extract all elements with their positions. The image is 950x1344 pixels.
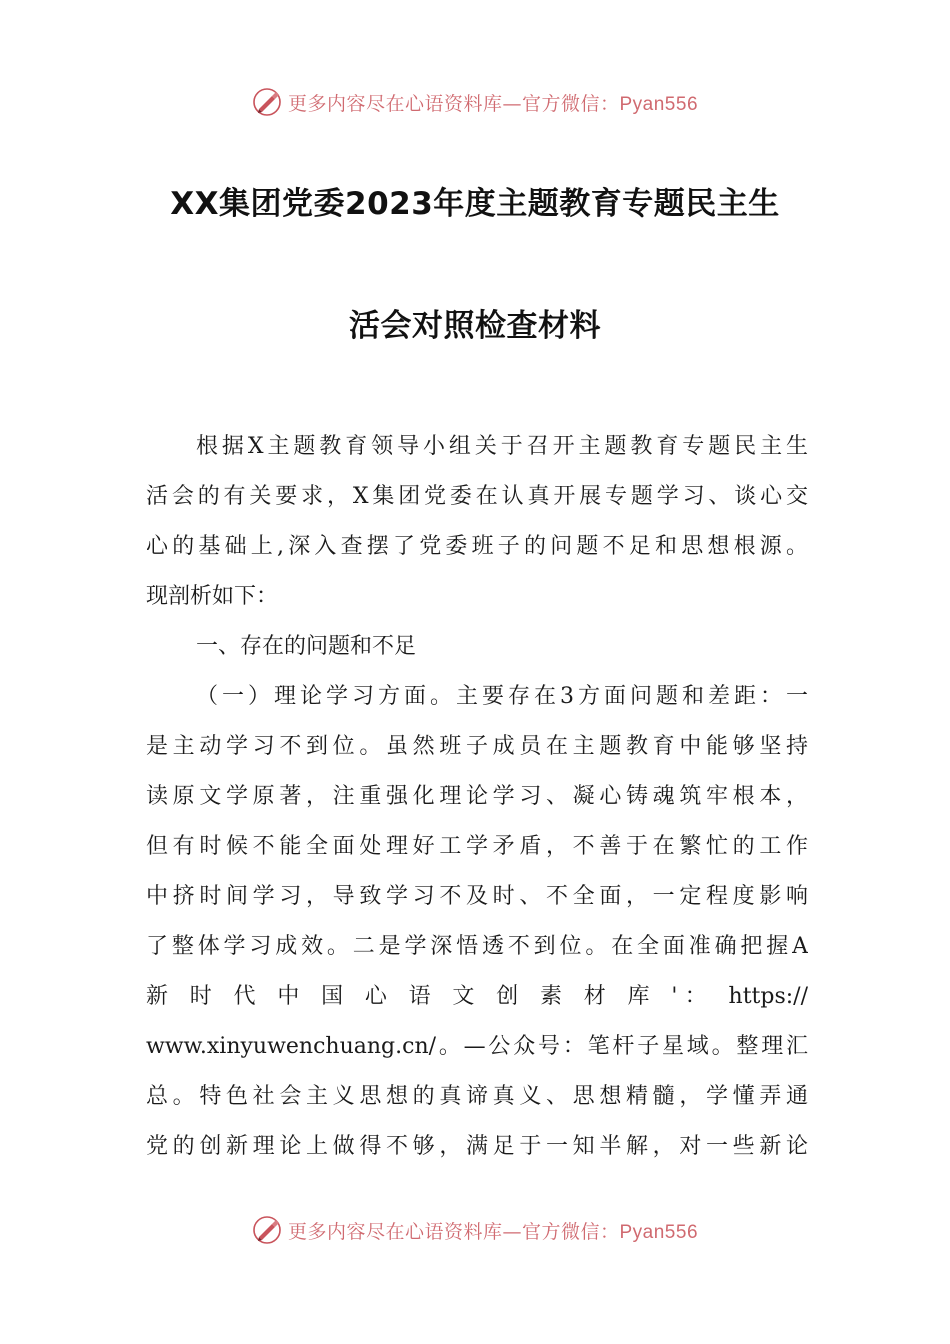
section-heading: 一、存在的问题和不足 [196,634,417,659]
body-line: （一）理论学习方面。主要存在3方面问题和差距：一 [196,684,808,709]
footer-banner [0,1210,950,1250]
body-line: www.xinyuwenchuang.cn/。—公众号：笔杆子星域。整理汇 [146,1034,808,1059]
body-line: 读原文学原著，注重强化理论学习、凝心铸魂筑牢根本， [146,784,808,809]
body-line: 党的创新理论上做得不够，满足于一知半解，对一些新论 [146,1134,808,1159]
footer-banner-text [288,1217,698,1244]
document-title-line-2: 活会对照检查材料 [349,308,601,344]
body-line: 中挤时间学习，导致学习不及时、不全面，一定程度影响 [146,884,808,909]
header-banner-label: 更多内容尽在心语资料库—官方微信： [287,92,620,115]
body-line: 心的基础上,深入查摆了党委班子的问题不足和思想根源。 [146,534,808,559]
body-line: 是主动学习不到位。虽然班子成员在主题教育中能够坚持 [146,734,808,759]
body-line: 活会的有关要求，X集团党委在认真开展专题学习、谈心交 [146,484,808,509]
body-line: 根据X主题教育领导小组关于召开主题教育专题民主生 [196,434,808,459]
body-line: 总。特色社会主义思想的真谛真义、思想精髓，学懂弄通 [146,1084,808,1109]
body-line: 但有时候不能全面处理好工学矛盾，不善于在繁忙的工作 [146,834,808,859]
body-line: 了整体学习成效。二是学深悟透不到位。在全面准确把握A [146,934,808,959]
document-body [146,422,808,1172]
body-line: 现剖析如下： [146,584,279,609]
pen-logo-icon [252,87,282,117]
footer-banner-label: 更多内容尽在心语资料库—官方微信： [287,1220,620,1243]
header-banner-text [288,89,698,116]
footer-wechat-id: Pyan556 [619,1221,699,1243]
header-wechat-id: Pyan556 [619,93,699,115]
pen-logo-icon [252,1215,282,1245]
header-banner [0,82,950,122]
body-line: 新 时 代 中 国 心 语 文 创 素 材 库 '： https:// [146,984,808,1009]
document-title-line-1: XX集团党委2023年度主题教育专题民主生 [170,186,780,222]
